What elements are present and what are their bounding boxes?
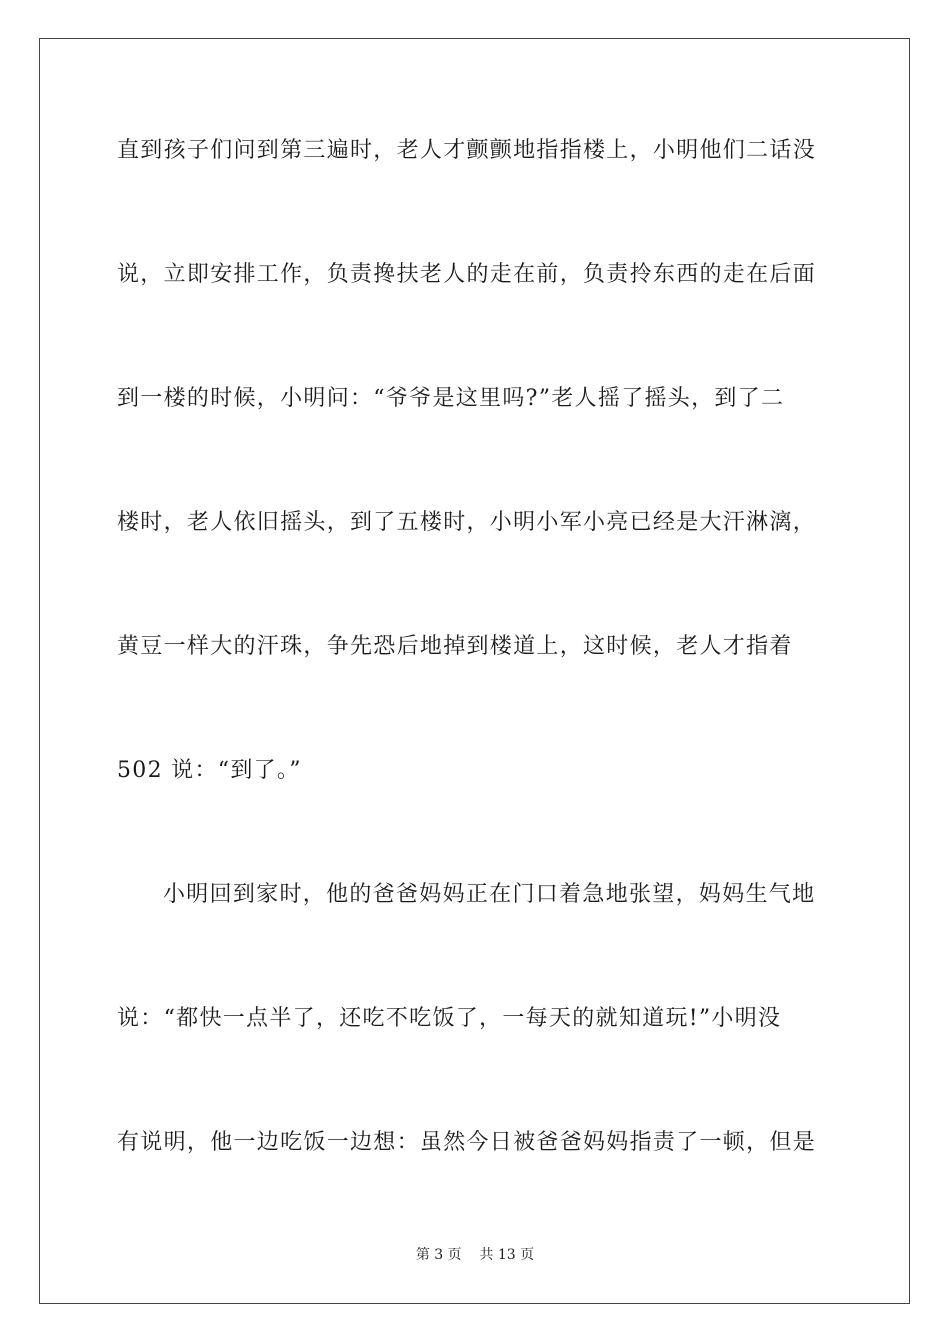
page-total: 共 13 页 xyxy=(479,1247,535,1263)
text-line-3: 到一楼的时候，小明问：“爷爷是这里吗?”老人摇了摇头，到了二 xyxy=(117,386,785,411)
text-line-2: 说，立即安排工作，负责搀扶老人的走在前，负责拎东西的走在后面 xyxy=(117,262,817,287)
text-line-5: 黄豆一样大的汗珠，争先恐后地掉到楼道上，这时候，老人才指着 xyxy=(117,634,793,659)
text-line-4: 楼时，老人依旧摇头，到了五楼时，小明小军小亮已经是大汗淋漓， xyxy=(117,510,817,535)
text-line-7: 小明回到家时，他的爸爸妈妈正在门口着急地张望，妈妈生气地 xyxy=(163,882,816,907)
text-line-6: 502 说：“到了。” xyxy=(117,758,302,783)
text-line-1: 直到孩子们问到第三遍时，老人才颤颤地指指楼上，小明他们二话没 xyxy=(117,138,817,163)
page-border xyxy=(39,38,910,1304)
page-number: 第 3 页 xyxy=(415,1247,462,1263)
text-line-9: 有说明，他一边吃饭一边想：虽然今日被爸爸妈妈指责了一顿，但是 xyxy=(117,1130,817,1155)
text-line-8: 说：“都快一点半了，还吃不吃饭了，一每天的就知道玩!”小明没 xyxy=(117,1006,782,1031)
page-footer xyxy=(0,1245,950,1265)
